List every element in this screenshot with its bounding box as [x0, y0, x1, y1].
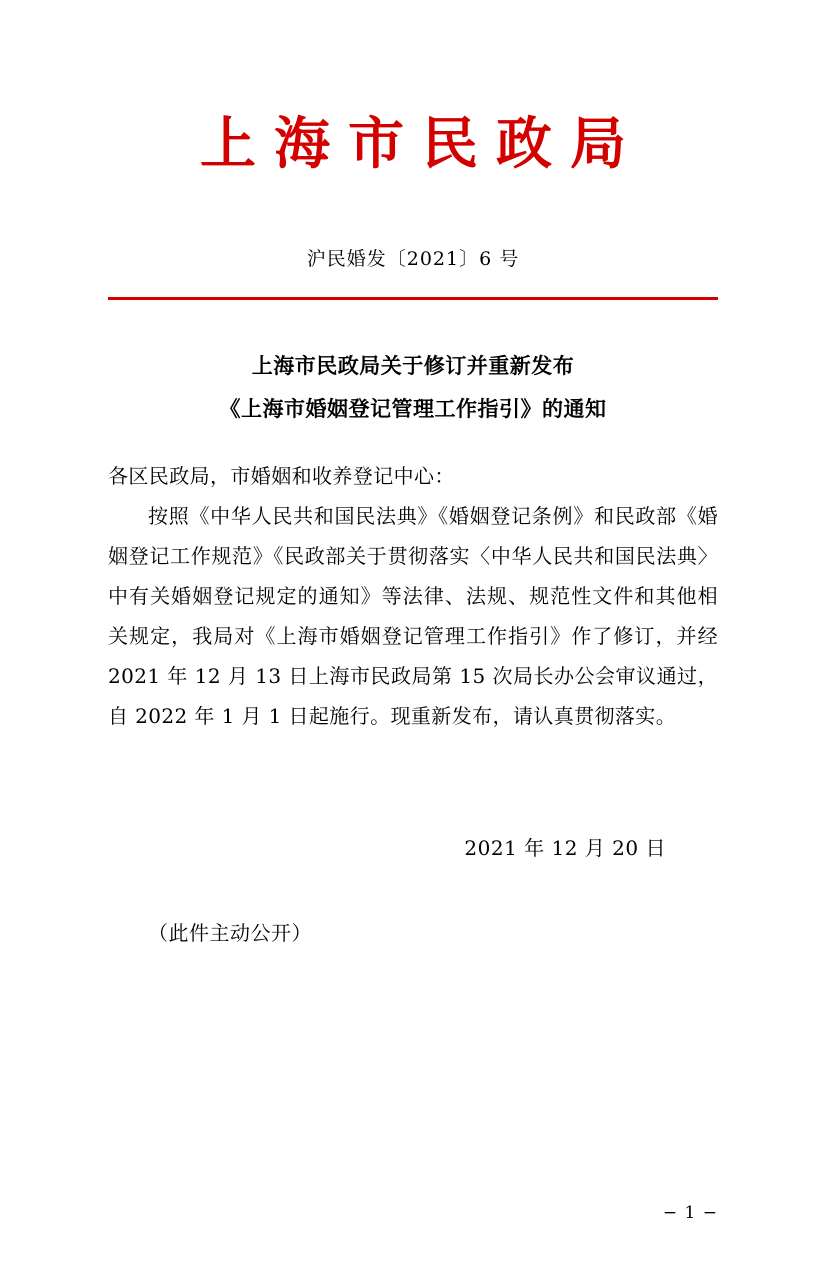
masthead	[108, 112, 718, 176]
body-paragraph-1: 按照《中华人民共和国民法典》《婚姻登记条例》和民政部《婚姻登记工作规范》《民政部关于贯彻落实〈中华人民共和国民法典〉中有关婚姻登记规定的通知》等法律、法规、规范性文件和其他相关规定，我局对《上海市婚姻登记管理工作指引》作了修订，并经 2021 年 12 月 13 日上海市民政局第 15 次局长办公会审议通过，自 2022 年 1 月 1 日起施行。现重新发布，请认真贯彻落实。	[108, 504, 718, 729]
document-body	[108, 456, 718, 736]
document-number: 沪民婚发〔2021〕6 号	[306, 248, 520, 271]
document-title-line-2: 《上海市婚姻登记管理工作指引》的通知	[219, 396, 607, 422]
public-disclosure-note: （此件主动公开）	[148, 921, 312, 946]
document-title-line-1: 上海市民政局关于修订并重新发布	[251, 353, 575, 379]
document-page	[0, 112, 826, 1281]
red-divider-rule	[108, 297, 718, 300]
document-title	[108, 344, 718, 430]
page-number: − 1 −	[662, 1203, 718, 1223]
addressee-line: 各区民政局，市婚姻和收养登记中心：	[108, 464, 455, 489]
issue-date: 2021 年 12 月 20 日	[464, 836, 666, 861]
issuing-organization: 上海市民政局	[200, 111, 644, 177]
